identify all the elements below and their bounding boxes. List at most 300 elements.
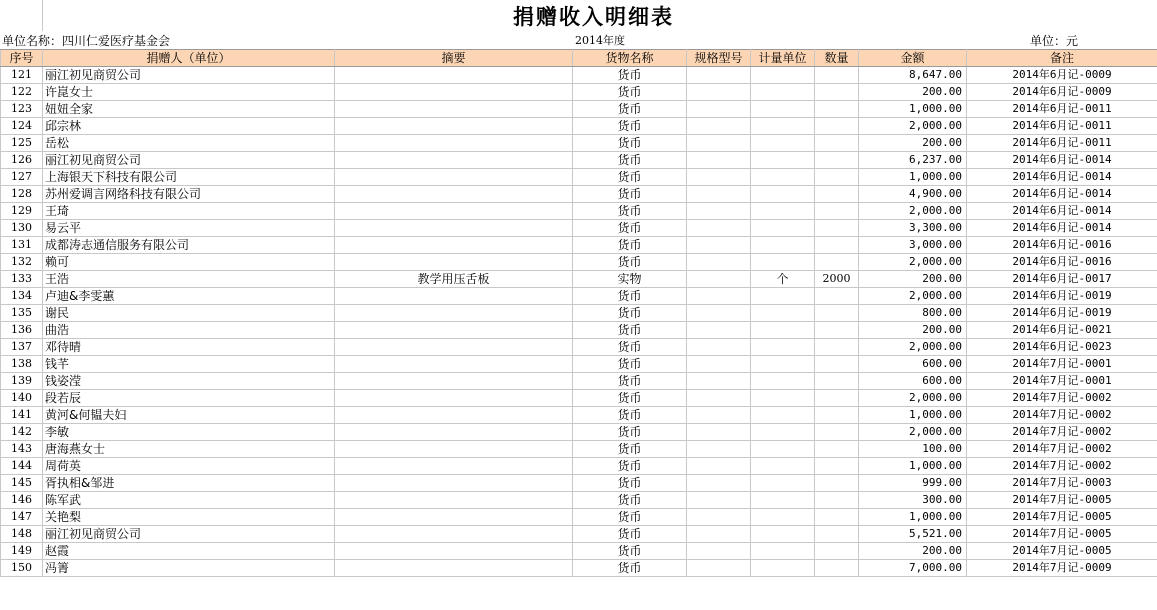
- cell-donor[interactable]: 王琦: [43, 203, 335, 220]
- cell-quantity[interactable]: [815, 186, 859, 203]
- cell-remark[interactable]: 2014年6月记-0011: [967, 101, 1157, 118]
- table-row: [1, 67, 1157, 84]
- cell-spec[interactable]: [687, 322, 751, 339]
- cell-quantity[interactable]: [815, 509, 859, 526]
- cell-measure-unit[interactable]: [751, 237, 815, 254]
- table-row: [1, 169, 1157, 186]
- cell-remark[interactable]: 2014年6月记-0017: [967, 271, 1157, 288]
- cell-spec[interactable]: [687, 237, 751, 254]
- cell-measure-unit[interactable]: [751, 356, 815, 373]
- cell-summary[interactable]: [335, 509, 573, 526]
- cell-amount[interactable]: 8,647.00: [859, 67, 967, 84]
- cell-remark[interactable]: 2014年6月记-0014: [967, 152, 1157, 169]
- cell-goods-name[interactable]: 货币: [573, 203, 687, 220]
- cell-no[interactable]: 141: [1, 407, 43, 424]
- table-row: [1, 441, 1157, 458]
- cell-quantity[interactable]: [815, 424, 859, 441]
- cell-remark[interactable]: 2014年7月记-0001: [967, 356, 1157, 373]
- cell-no[interactable]: 142: [1, 424, 43, 441]
- cell-donor[interactable]: 黄河&何韫夫妇: [43, 407, 335, 424]
- cell-quantity[interactable]: [815, 475, 859, 492]
- cell-amount[interactable]: 3,300.00: [859, 220, 967, 237]
- cell-remark[interactable]: 2014年6月记-0011: [967, 135, 1157, 152]
- table-row: [1, 118, 1157, 135]
- cell-donor[interactable]: 谢民: [43, 305, 335, 322]
- cell-summary[interactable]: [335, 373, 573, 390]
- cell-goods-name[interactable]: 货币: [573, 390, 687, 407]
- header-remark[interactable]: 备注: [967, 50, 1157, 67]
- cell-donor[interactable]: 周荷英: [43, 458, 335, 475]
- cell-donor[interactable]: 苏州爱调言网络科技有限公司: [43, 186, 335, 203]
- cell-goods-name[interactable]: 货币: [573, 169, 687, 186]
- cell-summary[interactable]: [335, 356, 573, 373]
- cell-remark[interactable]: 2014年6月记-0019: [967, 288, 1157, 305]
- cell-summary[interactable]: 教学用压舌板: [335, 271, 573, 288]
- cell-spec[interactable]: [687, 424, 751, 441]
- cell-amount[interactable]: 200.00: [859, 543, 967, 560]
- cell-measure-unit[interactable]: [751, 118, 815, 135]
- cell-quantity[interactable]: [815, 288, 859, 305]
- cell-measure-unit[interactable]: [751, 441, 815, 458]
- cell-goods-name[interactable]: 货币: [573, 288, 687, 305]
- cell-goods-name[interactable]: 货币: [573, 509, 687, 526]
- cell-donor[interactable]: 丽江初见商贸公司: [43, 152, 335, 169]
- cell-remark[interactable]: 2014年7月记-0005: [967, 509, 1157, 526]
- cell-spec[interactable]: [687, 152, 751, 169]
- organization-name[interactable]: 单位名称：四川仁爱医疗基金会: [2, 34, 171, 48]
- cell-summary[interactable]: [335, 543, 573, 560]
- cell-quantity[interactable]: [815, 560, 859, 577]
- cell-no[interactable]: 149: [1, 543, 43, 560]
- cell-goods-name[interactable]: 货币: [573, 356, 687, 373]
- cell-spec[interactable]: [687, 254, 751, 271]
- cell-quantity[interactable]: [815, 356, 859, 373]
- cell-goods-name[interactable]: 货币: [573, 118, 687, 135]
- cell-no[interactable]: 148: [1, 526, 43, 543]
- cell-no[interactable]: 132: [1, 254, 43, 271]
- cell-spec[interactable]: [687, 203, 751, 220]
- cell-goods-name[interactable]: 货币: [573, 492, 687, 509]
- cell-remark[interactable]: 2014年7月记-0002: [967, 424, 1157, 441]
- cell-quantity[interactable]: [815, 67, 859, 84]
- cell-summary[interactable]: [335, 492, 573, 509]
- cell-donor[interactable]: 赵霞: [43, 543, 335, 560]
- cell-no[interactable]: 126: [1, 152, 43, 169]
- cell-goods-name[interactable]: 货币: [573, 220, 687, 237]
- cell-summary[interactable]: [335, 203, 573, 220]
- cell-no[interactable]: 145: [1, 475, 43, 492]
- cell-spec[interactable]: [687, 356, 751, 373]
- cell-no[interactable]: 131: [1, 237, 43, 254]
- cell-goods-name[interactable]: 货币: [573, 526, 687, 543]
- cell-remark[interactable]: 2014年7月记-0005: [967, 543, 1157, 560]
- cell-goods-name[interactable]: 货币: [573, 237, 687, 254]
- cell-measure-unit[interactable]: [751, 526, 815, 543]
- cell-no[interactable]: 144: [1, 458, 43, 475]
- cell-measure-unit[interactable]: [751, 152, 815, 169]
- cell-no[interactable]: 121: [1, 67, 43, 84]
- cell-amount[interactable]: 1,000.00: [859, 101, 967, 118]
- cell-spec[interactable]: [687, 526, 751, 543]
- cell-quantity[interactable]: [815, 203, 859, 220]
- cell-remark[interactable]: 2014年7月记-0005: [967, 492, 1157, 509]
- cell-remark[interactable]: 2014年7月记-0002: [967, 458, 1157, 475]
- cell-summary[interactable]: [335, 458, 573, 475]
- cell-no[interactable]: 133: [1, 271, 43, 288]
- cell-spec[interactable]: [687, 560, 751, 577]
- cell-remark[interactable]: 2014年7月记-0002: [967, 407, 1157, 424]
- cell-amount[interactable]: 600.00: [859, 373, 967, 390]
- cell-summary[interactable]: [335, 407, 573, 424]
- cell-donor[interactable]: 唐海燕女士: [43, 441, 335, 458]
- cell-donor[interactable]: 王浩: [43, 271, 335, 288]
- cell-donor[interactable]: 赖可: [43, 254, 335, 271]
- cell-amount[interactable]: 2,000.00: [859, 203, 967, 220]
- cell-measure-unit[interactable]: [751, 543, 815, 560]
- cell-summary[interactable]: [335, 441, 573, 458]
- cell-donor[interactable]: 冯箐: [43, 560, 335, 577]
- cell-measure-unit[interactable]: [751, 186, 815, 203]
- cell-goods-name[interactable]: 货币: [573, 67, 687, 84]
- cell-no[interactable]: 130: [1, 220, 43, 237]
- cell-quantity[interactable]: [815, 254, 859, 271]
- cell-spec[interactable]: [687, 543, 751, 560]
- cell-summary[interactable]: [335, 475, 573, 492]
- cell-remark[interactable]: 2014年6月记-0014: [967, 169, 1157, 186]
- cell-quantity[interactable]: [815, 543, 859, 560]
- table-row: [1, 407, 1157, 424]
- cell-amount[interactable]: 300.00: [859, 492, 967, 509]
- cell-donor[interactable]: 许崑女士: [43, 84, 335, 101]
- cell-measure-unit[interactable]: 个: [751, 271, 815, 288]
- cell-measure-unit[interactable]: [751, 424, 815, 441]
- cell-measure-unit[interactable]: [751, 101, 815, 118]
- cell-measure-unit[interactable]: [751, 458, 815, 475]
- cell-goods-name[interactable]: 货币: [573, 322, 687, 339]
- cell-summary[interactable]: [335, 169, 573, 186]
- cell-no[interactable]: 134: [1, 288, 43, 305]
- cell-quantity[interactable]: [815, 339, 859, 356]
- cell-remark[interactable]: 2014年7月记-0003: [967, 475, 1157, 492]
- table-row: [1, 458, 1157, 475]
- cell-measure-unit[interactable]: [751, 135, 815, 152]
- cell-amount[interactable]: 2,000.00: [859, 390, 967, 407]
- cell-measure-unit[interactable]: [751, 492, 815, 509]
- cell-spec[interactable]: [687, 220, 751, 237]
- cell-quantity[interactable]: [815, 322, 859, 339]
- cell-donor[interactable]: 邓待晴: [43, 339, 335, 356]
- table-body: [1, 67, 1157, 577]
- cell-no[interactable]: 135: [1, 305, 43, 322]
- cell-donor[interactable]: 陈军武: [43, 492, 335, 509]
- cell-summary[interactable]: [335, 220, 573, 237]
- cell-spec[interactable]: [687, 475, 751, 492]
- cell-donor[interactable]: 钱姿滢: [43, 373, 335, 390]
- cell-amount[interactable]: 1,000.00: [859, 169, 967, 186]
- cell-quantity[interactable]: [815, 373, 859, 390]
- cell-goods-name[interactable]: 货币: [573, 254, 687, 271]
- cell-goods-name[interactable]: 货币: [573, 135, 687, 152]
- cell-measure-unit[interactable]: [751, 339, 815, 356]
- cell-no[interactable]: 139: [1, 373, 43, 390]
- header-amount[interactable]: 金额: [859, 50, 967, 67]
- cell-spec[interactable]: [687, 288, 751, 305]
- cell-measure-unit[interactable]: [751, 373, 815, 390]
- cell-goods-name[interactable]: 货币: [573, 186, 687, 203]
- cell-quantity[interactable]: [815, 135, 859, 152]
- cell-amount[interactable]: 7,000.00: [859, 560, 967, 577]
- cell-measure-unit[interactable]: [751, 288, 815, 305]
- cell-quantity[interactable]: [815, 84, 859, 101]
- cell-quantity[interactable]: [815, 441, 859, 458]
- table-row: [1, 152, 1157, 169]
- cell-spec[interactable]: [687, 118, 751, 135]
- cell-summary[interactable]: [335, 339, 573, 356]
- cell-donor[interactable]: 妞妞全家: [43, 101, 335, 118]
- cell-amount[interactable]: 999.00: [859, 475, 967, 492]
- table-row: [1, 543, 1157, 560]
- cell-remark[interactable]: 2014年7月记-0009: [967, 560, 1157, 577]
- cell-goods-name[interactable]: 货币: [573, 458, 687, 475]
- fiscal-year[interactable]: 2014年度: [575, 34, 625, 47]
- cell-summary[interactable]: [335, 84, 573, 101]
- cell-spec[interactable]: [687, 339, 751, 356]
- table-row: [1, 322, 1157, 339]
- cell-measure-unit[interactable]: [751, 84, 815, 101]
- cell-summary[interactable]: [335, 288, 573, 305]
- cell-measure-unit[interactable]: [751, 407, 815, 424]
- cell-amount[interactable]: 200.00: [859, 271, 967, 288]
- cell-goods-name[interactable]: 货币: [573, 407, 687, 424]
- cell-goods-name[interactable]: 货币: [573, 373, 687, 390]
- cell-remark[interactable]: 2014年7月记-0001: [967, 373, 1157, 390]
- cell-remark[interactable]: 2014年6月记-0009: [967, 67, 1157, 84]
- cell-remark[interactable]: 2014年6月记-0023: [967, 339, 1157, 356]
- cell-amount[interactable]: 2,000.00: [859, 339, 967, 356]
- cell-measure-unit[interactable]: [751, 169, 815, 186]
- cell-summary[interactable]: [335, 424, 573, 441]
- cell-donor[interactable]: 丽江初见商贸公司: [43, 67, 335, 84]
- cell-goods-name[interactable]: 货币: [573, 339, 687, 356]
- cell-measure-unit[interactable]: [751, 560, 815, 577]
- cell-amount[interactable]: 200.00: [859, 84, 967, 101]
- cell-summary[interactable]: [335, 101, 573, 118]
- cell-measure-unit[interactable]: [751, 220, 815, 237]
- cell-goods-name[interactable]: 货币: [573, 475, 687, 492]
- cell-no[interactable]: 146: [1, 492, 43, 509]
- currency-unit[interactable]: 单位：元: [1030, 34, 1079, 48]
- cell-amount[interactable]: 1,000.00: [859, 458, 967, 475]
- cell-amount[interactable]: 1,000.00: [859, 509, 967, 526]
- cell-summary[interactable]: [335, 390, 573, 407]
- cell-summary[interactable]: [335, 322, 573, 339]
- cell-quantity[interactable]: [815, 101, 859, 118]
- cell-amount[interactable]: 2,000.00: [859, 288, 967, 305]
- cell-remark[interactable]: 2014年6月记-0014: [967, 203, 1157, 220]
- cell-amount[interactable]: 2,000.00: [859, 118, 967, 135]
- cell-measure-unit[interactable]: [751, 305, 815, 322]
- cell-no[interactable]: 125: [1, 135, 43, 152]
- cell-no[interactable]: 136: [1, 322, 43, 339]
- cell-goods-name[interactable]: 货币: [573, 424, 687, 441]
- table-row: [1, 254, 1157, 271]
- cell-donor[interactable]: 胥执相&邹进: [43, 475, 335, 492]
- cell-quantity[interactable]: [815, 237, 859, 254]
- cell-goods-name[interactable]: 货币: [573, 441, 687, 458]
- cell-spec[interactable]: [687, 509, 751, 526]
- cell-donor[interactable]: 易云平: [43, 220, 335, 237]
- cell-spec[interactable]: [687, 390, 751, 407]
- cell-donor[interactable]: 关艳梨: [43, 509, 335, 526]
- cell-spec[interactable]: [687, 373, 751, 390]
- cell-summary[interactable]: [335, 526, 573, 543]
- cell-no[interactable]: 122: [1, 84, 43, 101]
- cell-donor[interactable]: 岳松: [43, 135, 335, 152]
- cell-summary[interactable]: [335, 237, 573, 254]
- cell-no[interactable]: 137: [1, 339, 43, 356]
- cell-spec[interactable]: [687, 169, 751, 186]
- cell-amount[interactable]: 5,521.00: [859, 526, 967, 543]
- table-row: [1, 339, 1157, 356]
- cell-donor[interactable]: 卢迪&李雯蕙: [43, 288, 335, 305]
- cell-quantity[interactable]: [815, 152, 859, 169]
- cell-goods-name[interactable]: 货币: [573, 305, 687, 322]
- cell-amount[interactable]: 100.00: [859, 441, 967, 458]
- cell-quantity[interactable]: 2000: [815, 271, 859, 288]
- cell-summary[interactable]: [335, 305, 573, 322]
- cell-amount[interactable]: 6,237.00: [859, 152, 967, 169]
- cell-measure-unit[interactable]: [751, 322, 815, 339]
- cell-remark[interactable]: 2014年7月记-0005: [967, 526, 1157, 543]
- cell-donor[interactable]: 李敏: [43, 424, 335, 441]
- header-goods-name[interactable]: 货物名称: [573, 50, 687, 67]
- cell-measure-unit[interactable]: [751, 67, 815, 84]
- cell-summary[interactable]: [335, 152, 573, 169]
- cell-measure-unit[interactable]: [751, 254, 815, 271]
- cell-remark[interactable]: 2014年7月记-0002: [967, 441, 1157, 458]
- cell-spec[interactable]: [687, 101, 751, 118]
- cell-no[interactable]: 150: [1, 560, 43, 577]
- cell-donor[interactable]: 丽江初见商贸公司: [43, 526, 335, 543]
- cell-summary[interactable]: [335, 67, 573, 84]
- cell-summary[interactable]: [335, 186, 573, 203]
- cell-goods-name[interactable]: 货币: [573, 543, 687, 560]
- cell-remark[interactable]: 2014年6月记-0016: [967, 254, 1157, 271]
- cell-donor[interactable]: 钱芊: [43, 356, 335, 373]
- cell-summary[interactable]: [335, 135, 573, 152]
- cell-spec[interactable]: [687, 67, 751, 84]
- cell-quantity[interactable]: [815, 305, 859, 322]
- cell-spec[interactable]: [687, 186, 751, 203]
- cell-amount[interactable]: 800.00: [859, 305, 967, 322]
- cell-goods-name[interactable]: 货币: [573, 101, 687, 118]
- cell-spec[interactable]: [687, 135, 751, 152]
- cell-measure-unit[interactable]: [751, 390, 815, 407]
- cell-no[interactable]: 127: [1, 169, 43, 186]
- cell-spec[interactable]: [687, 271, 751, 288]
- cell-donor[interactable]: 曲浩: [43, 322, 335, 339]
- cell-goods-name[interactable]: 实物: [573, 271, 687, 288]
- cell-no[interactable]: 123: [1, 101, 43, 118]
- cell-remark[interactable]: 2014年6月记-0014: [967, 220, 1157, 237]
- cell-amount[interactable]: 2,000.00: [859, 254, 967, 271]
- cell-remark[interactable]: 2014年7月记-0002: [967, 390, 1157, 407]
- cell-goods-name[interactable]: 货币: [573, 84, 687, 101]
- cell-spec[interactable]: [687, 407, 751, 424]
- cell-measure-unit[interactable]: [751, 509, 815, 526]
- header-no[interactable]: 序号: [1, 50, 43, 67]
- cell-amount[interactable]: 3,000.00: [859, 237, 967, 254]
- cell-no[interactable]: 140: [1, 390, 43, 407]
- cell-remark[interactable]: 2014年6月记-0014: [967, 186, 1157, 203]
- cell-no[interactable]: 128: [1, 186, 43, 203]
- cell-summary[interactable]: [335, 254, 573, 271]
- cell-donor[interactable]: 段若辰: [43, 390, 335, 407]
- cell-amount[interactable]: 200.00: [859, 135, 967, 152]
- table-row: [1, 509, 1157, 526]
- cell-quantity[interactable]: [815, 407, 859, 424]
- cell-goods-name[interactable]: 货币: [573, 560, 687, 577]
- cell-remark[interactable]: 2014年6月记-0016: [967, 237, 1157, 254]
- table-row: [1, 492, 1157, 509]
- cell-remark[interactable]: 2014年6月记-0011: [967, 118, 1157, 135]
- header-donor[interactable]: 捐赠人（单位）: [43, 50, 335, 67]
- cell-donor[interactable]: 邱宗林: [43, 118, 335, 135]
- cell-summary[interactable]: [335, 560, 573, 577]
- table-row: [1, 203, 1157, 220]
- cell-no[interactable]: 138: [1, 356, 43, 373]
- cell-quantity[interactable]: [815, 492, 859, 509]
- cell-amount[interactable]: 600.00: [859, 356, 967, 373]
- cell-amount[interactable]: 1,000.00: [859, 407, 967, 424]
- cell-quantity[interactable]: [815, 390, 859, 407]
- cell-no[interactable]: 147: [1, 509, 43, 526]
- cell-amount[interactable]: 200.00: [859, 322, 967, 339]
- cell-measure-unit[interactable]: [751, 475, 815, 492]
- header-measure-unit[interactable]: 计量单位: [751, 50, 815, 67]
- cell-spec[interactable]: [687, 441, 751, 458]
- cell-spec[interactable]: [687, 492, 751, 509]
- page-title[interactable]: 捐赠收入明细表: [513, 4, 674, 29]
- header-spec[interactable]: 规格型号: [687, 50, 751, 67]
- header-summary[interactable]: 摘要: [335, 50, 573, 67]
- cell-remark[interactable]: 2014年6月记-0019: [967, 305, 1157, 322]
- header-quantity[interactable]: 数量: [815, 50, 859, 67]
- cell-quantity[interactable]: [815, 526, 859, 543]
- cell-donor[interactable]: 成都涛志通信服务有限公司: [43, 237, 335, 254]
- cell-no[interactable]: 143: [1, 441, 43, 458]
- row-header-stub: [0, 0, 43, 31]
- cell-spec[interactable]: [687, 84, 751, 101]
- cell-spec[interactable]: [687, 458, 751, 475]
- cell-quantity[interactable]: [815, 118, 859, 135]
- cell-donor[interactable]: 上海银天下科技有限公司: [43, 169, 335, 186]
- cell-no[interactable]: 129: [1, 203, 43, 220]
- cell-remark[interactable]: 2014年6月记-0009: [967, 84, 1157, 101]
- cell-quantity[interactable]: [815, 458, 859, 475]
- cell-quantity[interactable]: [815, 169, 859, 186]
- cell-remark[interactable]: 2014年6月记-0021: [967, 322, 1157, 339]
- cell-no[interactable]: 124: [1, 118, 43, 135]
- cell-amount[interactable]: 4,900.00: [859, 186, 967, 203]
- cell-summary[interactable]: [335, 118, 573, 135]
- cell-goods-name[interactable]: 货币: [573, 152, 687, 169]
- table-row: [1, 305, 1157, 322]
- cell-measure-unit[interactable]: [751, 203, 815, 220]
- cell-quantity[interactable]: [815, 220, 859, 237]
- cell-amount[interactable]: 2,000.00: [859, 424, 967, 441]
- cell-spec[interactable]: [687, 305, 751, 322]
